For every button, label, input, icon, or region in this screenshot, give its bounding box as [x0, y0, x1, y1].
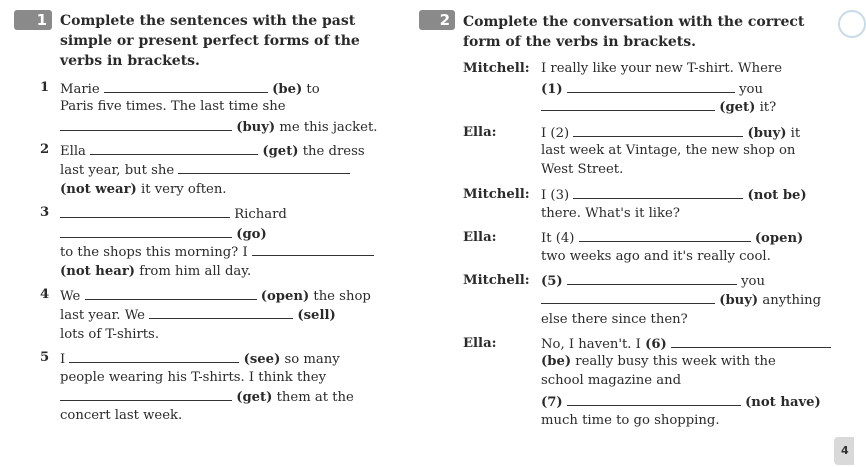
dialogue-line: school magazine and: [541, 373, 682, 388]
sentence-line: people wearing his T-shirts. I think they: [60, 370, 327, 385]
answer-blank[interactable]: [178, 161, 350, 174]
dialogue-line: else there since then?: [541, 312, 688, 327]
dialogue-line: No, I haven't. I (6): [541, 335, 831, 354]
sentence-line: Paris five times. The last time she: [60, 99, 286, 114]
item-number: 3: [40, 205, 50, 220]
exercise-1-number: 1: [14, 10, 52, 30]
answer-blank[interactable]: [149, 306, 293, 319]
dialogue-line: two weeks ago and it's really cool.: [541, 249, 771, 264]
exercise-1-title-line-1: Complete the sentences with the past: [60, 13, 356, 29]
speaker-label: Ella:: [463, 336, 497, 351]
sentence-line: (go): [60, 225, 267, 244]
dialogue-line: I (3) (not be): [541, 188, 807, 203]
item-number: 4: [40, 287, 50, 302]
answer-blank[interactable]: [85, 287, 257, 300]
answer-blank[interactable]: [567, 393, 741, 406]
dialogue-line: It (4) (open): [541, 231, 804, 246]
item-number: 1: [40, 80, 50, 95]
dialogue-line: I really like your new T-shirt. Where: [541, 61, 783, 76]
answer-blank[interactable]: [541, 98, 715, 111]
answer-blank[interactable]: [573, 186, 743, 199]
answer-blank[interactable]: [90, 142, 258, 155]
dialogue-line: (7) (not have): [541, 395, 821, 410]
page-number-tab: 4: [834, 437, 854, 465]
item-number: 2: [40, 142, 50, 157]
dialogue-line: last week at Vintage, the new shop on: [541, 143, 796, 158]
answer-blank[interactable]: [104, 80, 268, 93]
sentence-line: last year. We (sell): [60, 308, 336, 323]
dialogue-line: (5) you: [541, 274, 765, 289]
sentence-line: Ella (get) the dress: [60, 144, 365, 159]
speaker-label: Ella:: [463, 125, 497, 140]
answer-blank[interactable]: [671, 335, 831, 348]
dialogue-line: (be) really busy this week with the: [541, 354, 776, 369]
dialogue-line: there. What's it like?: [541, 206, 680, 221]
dialogue-line: much time to go shopping.: [541, 413, 720, 428]
exercise-1-title-line-3: verbs in brackets.: [60, 53, 200, 69]
sentence-line: last year, but she: [60, 161, 350, 180]
sentence-line: to the shops this morning? I: [60, 243, 374, 262]
answer-blank[interactable]: [541, 291, 715, 304]
answer-blank[interactable]: [252, 243, 374, 256]
exercise-1-title-line-2: simple or present perfect forms of the: [60, 33, 360, 49]
answer-blank[interactable]: [579, 229, 751, 242]
answer-blank[interactable]: [567, 80, 735, 93]
dialogue-line: (get) it?: [541, 98, 776, 117]
answer-blank[interactable]: [60, 205, 230, 218]
exercise-2-number: 2: [419, 10, 455, 30]
sentence-line: I (see) so many: [60, 352, 340, 367]
speaker-label: Mitchell:: [463, 187, 530, 202]
speaker-label: Mitchell:: [463, 273, 530, 288]
dialogue-line: West Street.: [541, 162, 624, 177]
page-edge-circle-icon: [838, 10, 866, 38]
sentence-line: (buy) me this jacket.: [60, 118, 377, 137]
sentence-line: (not hear) from him all day.: [60, 264, 252, 279]
sentence-line: lots of T-shirts.: [60, 327, 160, 342]
sentence-line: concert last week.: [60, 408, 183, 423]
answer-blank[interactable]: [573, 124, 743, 137]
sentence-line: We (open) the shop: [60, 289, 371, 304]
sentence-line: Richard: [60, 205, 287, 224]
answer-blank[interactable]: [60, 225, 232, 238]
item-number: 5: [40, 350, 50, 365]
sentence-line: (not wear) it very often.: [60, 182, 227, 197]
exercise-2-title-line-1: Complete the conversation with the correct: [463, 14, 805, 30]
exercise-2-title-line-2: form of the verbs in brackets.: [463, 34, 697, 50]
sentence-line: Marie (be) to: [60, 82, 320, 97]
sentence-line: (get) them at the: [60, 388, 354, 407]
speaker-label: Ella:: [463, 230, 497, 245]
dialogue-line: (buy) anything: [541, 291, 821, 310]
speaker-label: Mitchell:: [463, 61, 530, 76]
dialogue-line: (1) you: [541, 82, 763, 97]
dialogue-line: I (2) (buy) it: [541, 126, 801, 141]
answer-blank[interactable]: [69, 350, 239, 363]
answer-blank[interactable]: [567, 272, 737, 285]
answer-blank[interactable]: [60, 118, 232, 131]
answer-blank[interactable]: [60, 388, 232, 401]
